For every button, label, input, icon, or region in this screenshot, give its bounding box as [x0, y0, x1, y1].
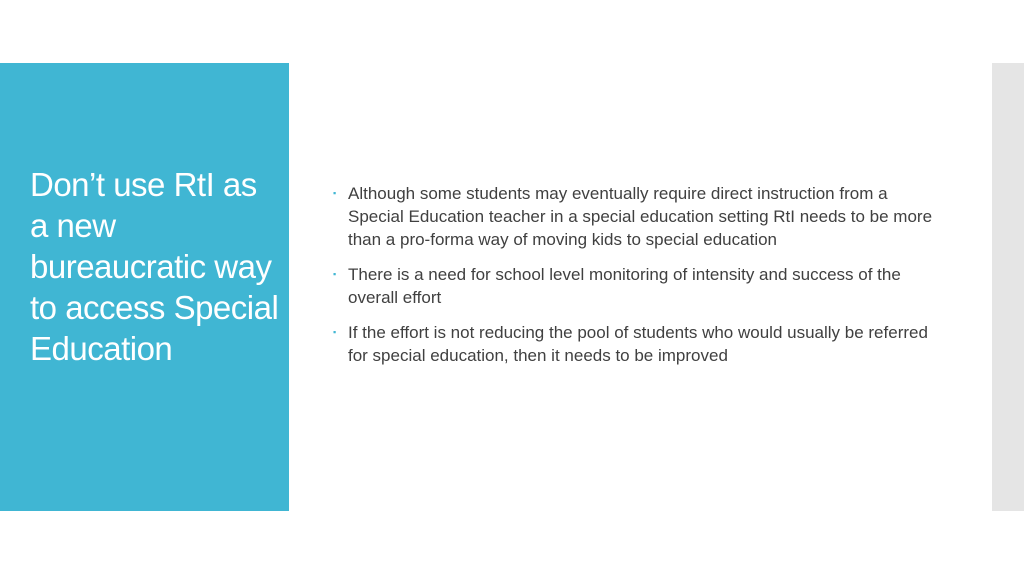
bullet-item: [333, 321, 943, 367]
bullet-marker-icon: ▪: [333, 327, 337, 337]
bullet-marker-icon: ▪: [333, 269, 337, 279]
bullet-list: [333, 182, 943, 379]
bullet-text: There is a need for school level monitoring of intensity and success of the overall effort: [348, 265, 901, 307]
bullet-item: [333, 263, 943, 309]
right-accent-bar: [992, 63, 1024, 511]
bullet-item: [333, 182, 943, 251]
bullet-marker-icon: ▪: [333, 188, 337, 198]
slide-title: Don’t use RtI as a new bureaucratic way to access Special Education: [30, 166, 279, 367]
bullet-text: Although some students may eventually require direct instruction from a Special Education teacher in a special education setting RtI needs to be more than a pro-forma way of moving kids to special education: [348, 184, 933, 249]
bullet-text: If the effort is not reducing the pool of students who would usually be referred for special education, then it needs to be improved: [348, 323, 928, 365]
